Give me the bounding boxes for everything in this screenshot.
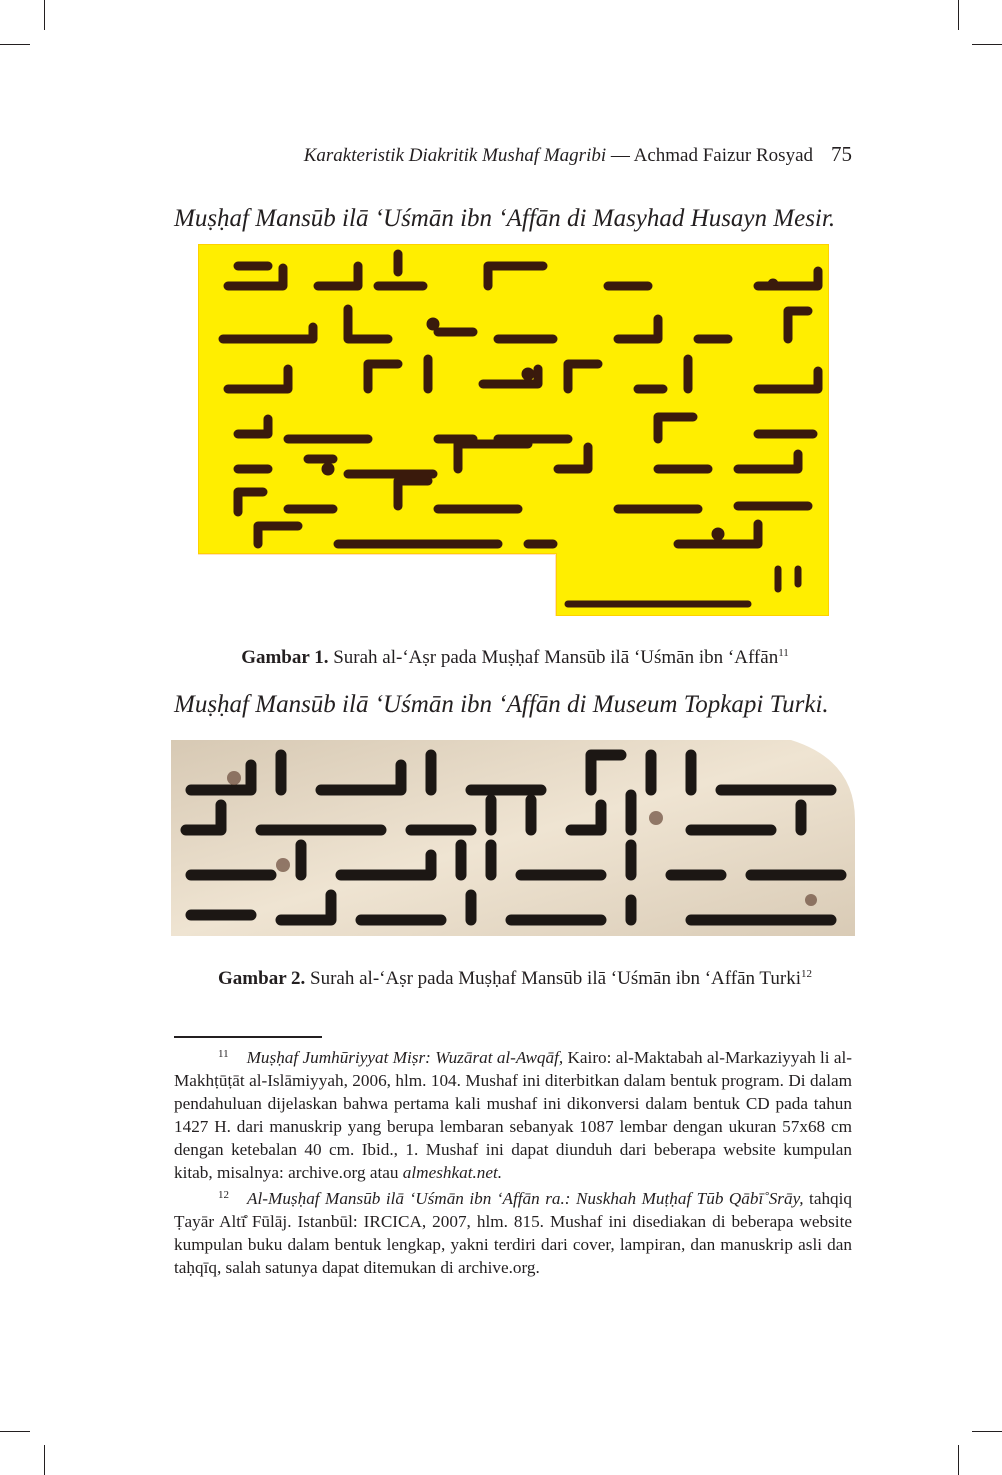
footnote-source-title: Al-Muṣḥaf Mansūb ilā ‘Uśmān ibn ‘Affān ra.: Nuskhah Muṭḥaf Tūb Qābī̊ Srāy, bbox=[247, 1189, 804, 1208]
footnote-rule bbox=[174, 1036, 322, 1038]
caption-text: Surah al-‘Aṣr pada Muṣḥaf Mansūb ilā ‘Uśmān ibn ‘Affān bbox=[328, 647, 779, 668]
footnote-12 bbox=[174, 1184, 852, 1279]
figure-caption-1 bbox=[150, 647, 880, 669]
crop-mark bbox=[44, 0, 45, 30]
crop-mark bbox=[972, 1431, 1002, 1432]
caption-text: Surah al-‘Aṣr pada Muṣḥaf Mansūb ilā ‘Uśmān ibn ‘Affān Turki bbox=[305, 968, 801, 989]
footnote-link-text: almeshkat.net. bbox=[402, 1163, 503, 1182]
running-head bbox=[174, 142, 852, 167]
caption-label: Gambar 1. bbox=[241, 647, 329, 668]
crop-mark bbox=[958, 1445, 959, 1475]
kufic-manuscript-image bbox=[198, 244, 829, 616]
footnote-text: Kairo: al-Maktabah al-Markaziyyah li al-Makhṭūṭāt al-Islāmiyyah, 2006, hlm. 104. Mushaf ini diterbitkan dalam bentuk program. Di dalam pendahuluan dijelaskan bahwa pertama kali mushaf ini dikonversi dalam bentuk CD pada tahun 1427 H. dari manuskrip yang berupa lembaran sebanyak 1087 lembar dengan ukuran 57x68 cm dengan ketebalan 40 cm. Ibid., 1. Mushaf ini dapat diunduh dari beberapa website kumpulan kitab, misalnya: archive.org atau bbox=[174, 1048, 852, 1182]
manuscript-image-1 bbox=[198, 244, 829, 616]
manuscript-image-2 bbox=[171, 740, 855, 936]
footnote-ref-12: 12 bbox=[800, 968, 812, 980]
crop-mark bbox=[972, 44, 1002, 45]
page-number: 75 bbox=[831, 142, 852, 166]
kufic-manuscript-image bbox=[171, 740, 855, 936]
running-head-author: Achmad Faizur Rosyad bbox=[633, 145, 813, 166]
footnote-ref-11: 11 bbox=[778, 647, 789, 659]
crop-mark bbox=[44, 1445, 45, 1475]
crop-mark bbox=[0, 1431, 30, 1432]
footnote-11 bbox=[174, 1043, 852, 1184]
running-head-dash: — bbox=[606, 145, 634, 166]
caption-label: Gambar 2. bbox=[218, 968, 306, 989]
figure-caption-2 bbox=[150, 968, 880, 990]
footnotes bbox=[174, 1043, 852, 1279]
footnote-number: 11 bbox=[218, 1048, 229, 1060]
section-heading-1: Muṣḥaf Mansūb ilā ‘Uśmān ibn ‘Affān di Masyhad Husayn Mesir. bbox=[174, 205, 836, 232]
footnote-number: 12 bbox=[218, 1189, 229, 1201]
running-head-title: Karakteristik Diakritik Mushaf Magribi bbox=[303, 145, 607, 166]
crop-mark bbox=[0, 44, 30, 45]
footnote-text: tahqiq Ṭayār Altī̊ Fūlāj. Istanbūl: IRCICA, 2007, hlm. 815. Mushaf ini disediakan di beberapa website kumpulan buku dalam bentuk lengkap, yakni terdiri dari cover, lampiran, dan manuskrip asli dan taḥqīq, salah satunya dapat ditemukan di archive.org. bbox=[174, 1189, 852, 1277]
crop-mark bbox=[958, 0, 959, 30]
footnote-source-title: Muṣḥaf Jumhūriyyat Miṣr: Wuzārat al-Awqāf, bbox=[246, 1048, 564, 1067]
section-heading-2: Muṣḥaf Mansūb ilā ‘Uśmān ibn ‘Affān di Museum Topkapi Turki. bbox=[174, 691, 829, 718]
